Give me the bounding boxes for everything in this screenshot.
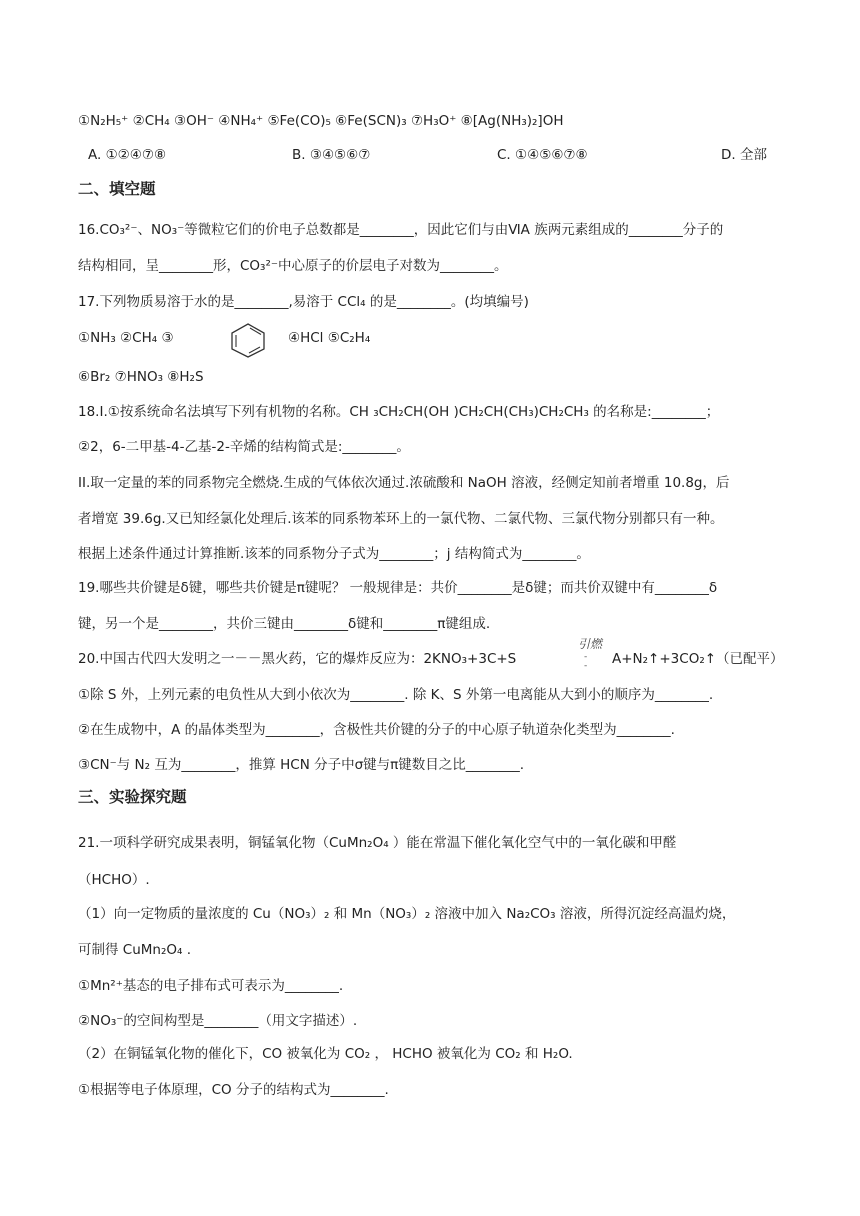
- q21-line-5: ①Mn²⁺基态的电子排布式可表示为________.: [78, 978, 344, 994]
- reaction-arrow: - -: [584, 652, 588, 671]
- q18-line-3: II.取一定量的苯的同系物完全燃烧.生成的气体依次通过.浓硫酸和 NaOH 溶液，经侧定知前者增重 10.8g，后: [78, 475, 730, 491]
- q21-line-8: ①根据等电子体原理，CO 分子的结构式为________.: [78, 1082, 389, 1098]
- reaction-condition: 引燃: [578, 637, 603, 651]
- q18-line-2: ②2，6-二甲基-4-乙基-2-辛烯的结构简式是:________。: [78, 439, 410, 455]
- q20-line-3: ②在生成物中，A 的晶体类型为________，含极性共价键的分子的中心原子轨道杂化类型为________.: [78, 722, 675, 738]
- q21-line-6: ②NO₃⁻的空间构型是________（用文字描述）.: [78, 1013, 358, 1029]
- q21-line-2: （HCHO）.: [78, 872, 150, 888]
- section-heading-fill-in: 二、填空题: [78, 180, 156, 198]
- q16-line-2: 结构相同，呈________形，CO₃²⁻中心原子的价层电子对数为________。: [78, 258, 508, 274]
- q16-line-1: 16.CO₃²⁻、NO₃⁻等微粒它们的价电子总数都是________，因此它们与由ⅥA 族两元素组成的________分子的: [78, 222, 724, 238]
- q18-line-1: 18.I.①按系统命名法填写下列有机物的名称。CH ₃CH₂CH(OH )CH₂CH(CH₃)CH₂CH₃ 的名称是:________；: [78, 404, 720, 420]
- q21-line-1: 21.一项科学研究成果表明，铜锰氧化物（CuMn₂O₄ ）能在常温下催化氧化空气中的一氧化碳和甲醛: [78, 835, 677, 851]
- q20-line-1a: 20.中国古代四大发明之一－－黑火药，它的爆炸反应为：2KNO₃+3C+S: [78, 651, 517, 667]
- q17-stem: 17.下列物质易溶于水的是________,易溶于 CCl₄ 的是________。(均填编号): [78, 294, 529, 310]
- q18-line-5: 根据上述条件通过计算推断.该苯的同系物分子式为________；j 结构简式为________。: [78, 546, 590, 562]
- section-heading-experiment: 三、实验探究题: [78, 788, 187, 806]
- q21-line-3: （1）向一定物质的量浓度的 Cu（NO₃）₂ 和 Mn（NO₃）₂ 溶液中加入 Na₂CO₃ 溶液，所得沉淀经高温灼烧，: [78, 906, 736, 922]
- q15-species: ①N₂H₅⁺ ②CH₄ ③OH⁻ ④NH₄⁺ ⑤Fe(CO)₅ ⑥Fe(SCN)₃ ⑦H₃O⁺ ⑧[Ag(NH₃)₂]OH: [78, 113, 564, 129]
- q17-options-row2: ⑥Br₂ ⑦HNO₃ ⑧H₂S: [78, 369, 204, 385]
- benzene-ring-structure: [228, 322, 268, 358]
- q17-options-row1-a: ①NH₃ ②CH₄ ③: [78, 330, 174, 346]
- q21-line-4: 可制得 CuMn₂O₄ .: [78, 942, 192, 958]
- q21-line-7: （2）在铜锰氧化物的催化下，CO 被氧化为 CO₂ ， HCHO 被氧化为 CO₂ 和 H₂O.: [78, 1046, 573, 1062]
- q20-line-2: ①除 S 外，上列元素的电负性从大到小依次为________. 除 K、S 外第一电离能从大到小的顺序为________.: [78, 687, 714, 703]
- q20-line-4: ③CN⁻与 N₂ 互为________，推算 HCN 分子中σ键与π键数目之比________.: [78, 757, 525, 773]
- q15-option-d: D. 全部: [721, 147, 767, 163]
- q15-option-a: A. ①②④⑦⑧: [88, 147, 167, 163]
- q17-options-row1-b: ④HCl ⑤C₂H₄: [288, 330, 371, 346]
- q15-option-b: B. ③④⑤⑥⑦: [292, 147, 371, 163]
- q20-line-1b: A+N₂↑+3CO₂↑（已配平）: [612, 651, 784, 667]
- q19-line-2: 键，另一个是________，共价三键由________δ键和________π键组成.: [78, 616, 491, 632]
- q18-line-4: 者增宽 39.6g.又已知经氯化处理后.该苯的同系物苯环上的一氯代物、二氯代物、三氯代物分别都只有一种。: [78, 511, 724, 527]
- q15-option-c: C. ①④⑤⑥⑦⑧: [497, 147, 588, 163]
- q19-line-1: 19.哪些共价键是δ键，哪些共价键是π键呢？ 一般规律是：共价________是δ键；而共价双键中有________δ: [78, 580, 718, 596]
